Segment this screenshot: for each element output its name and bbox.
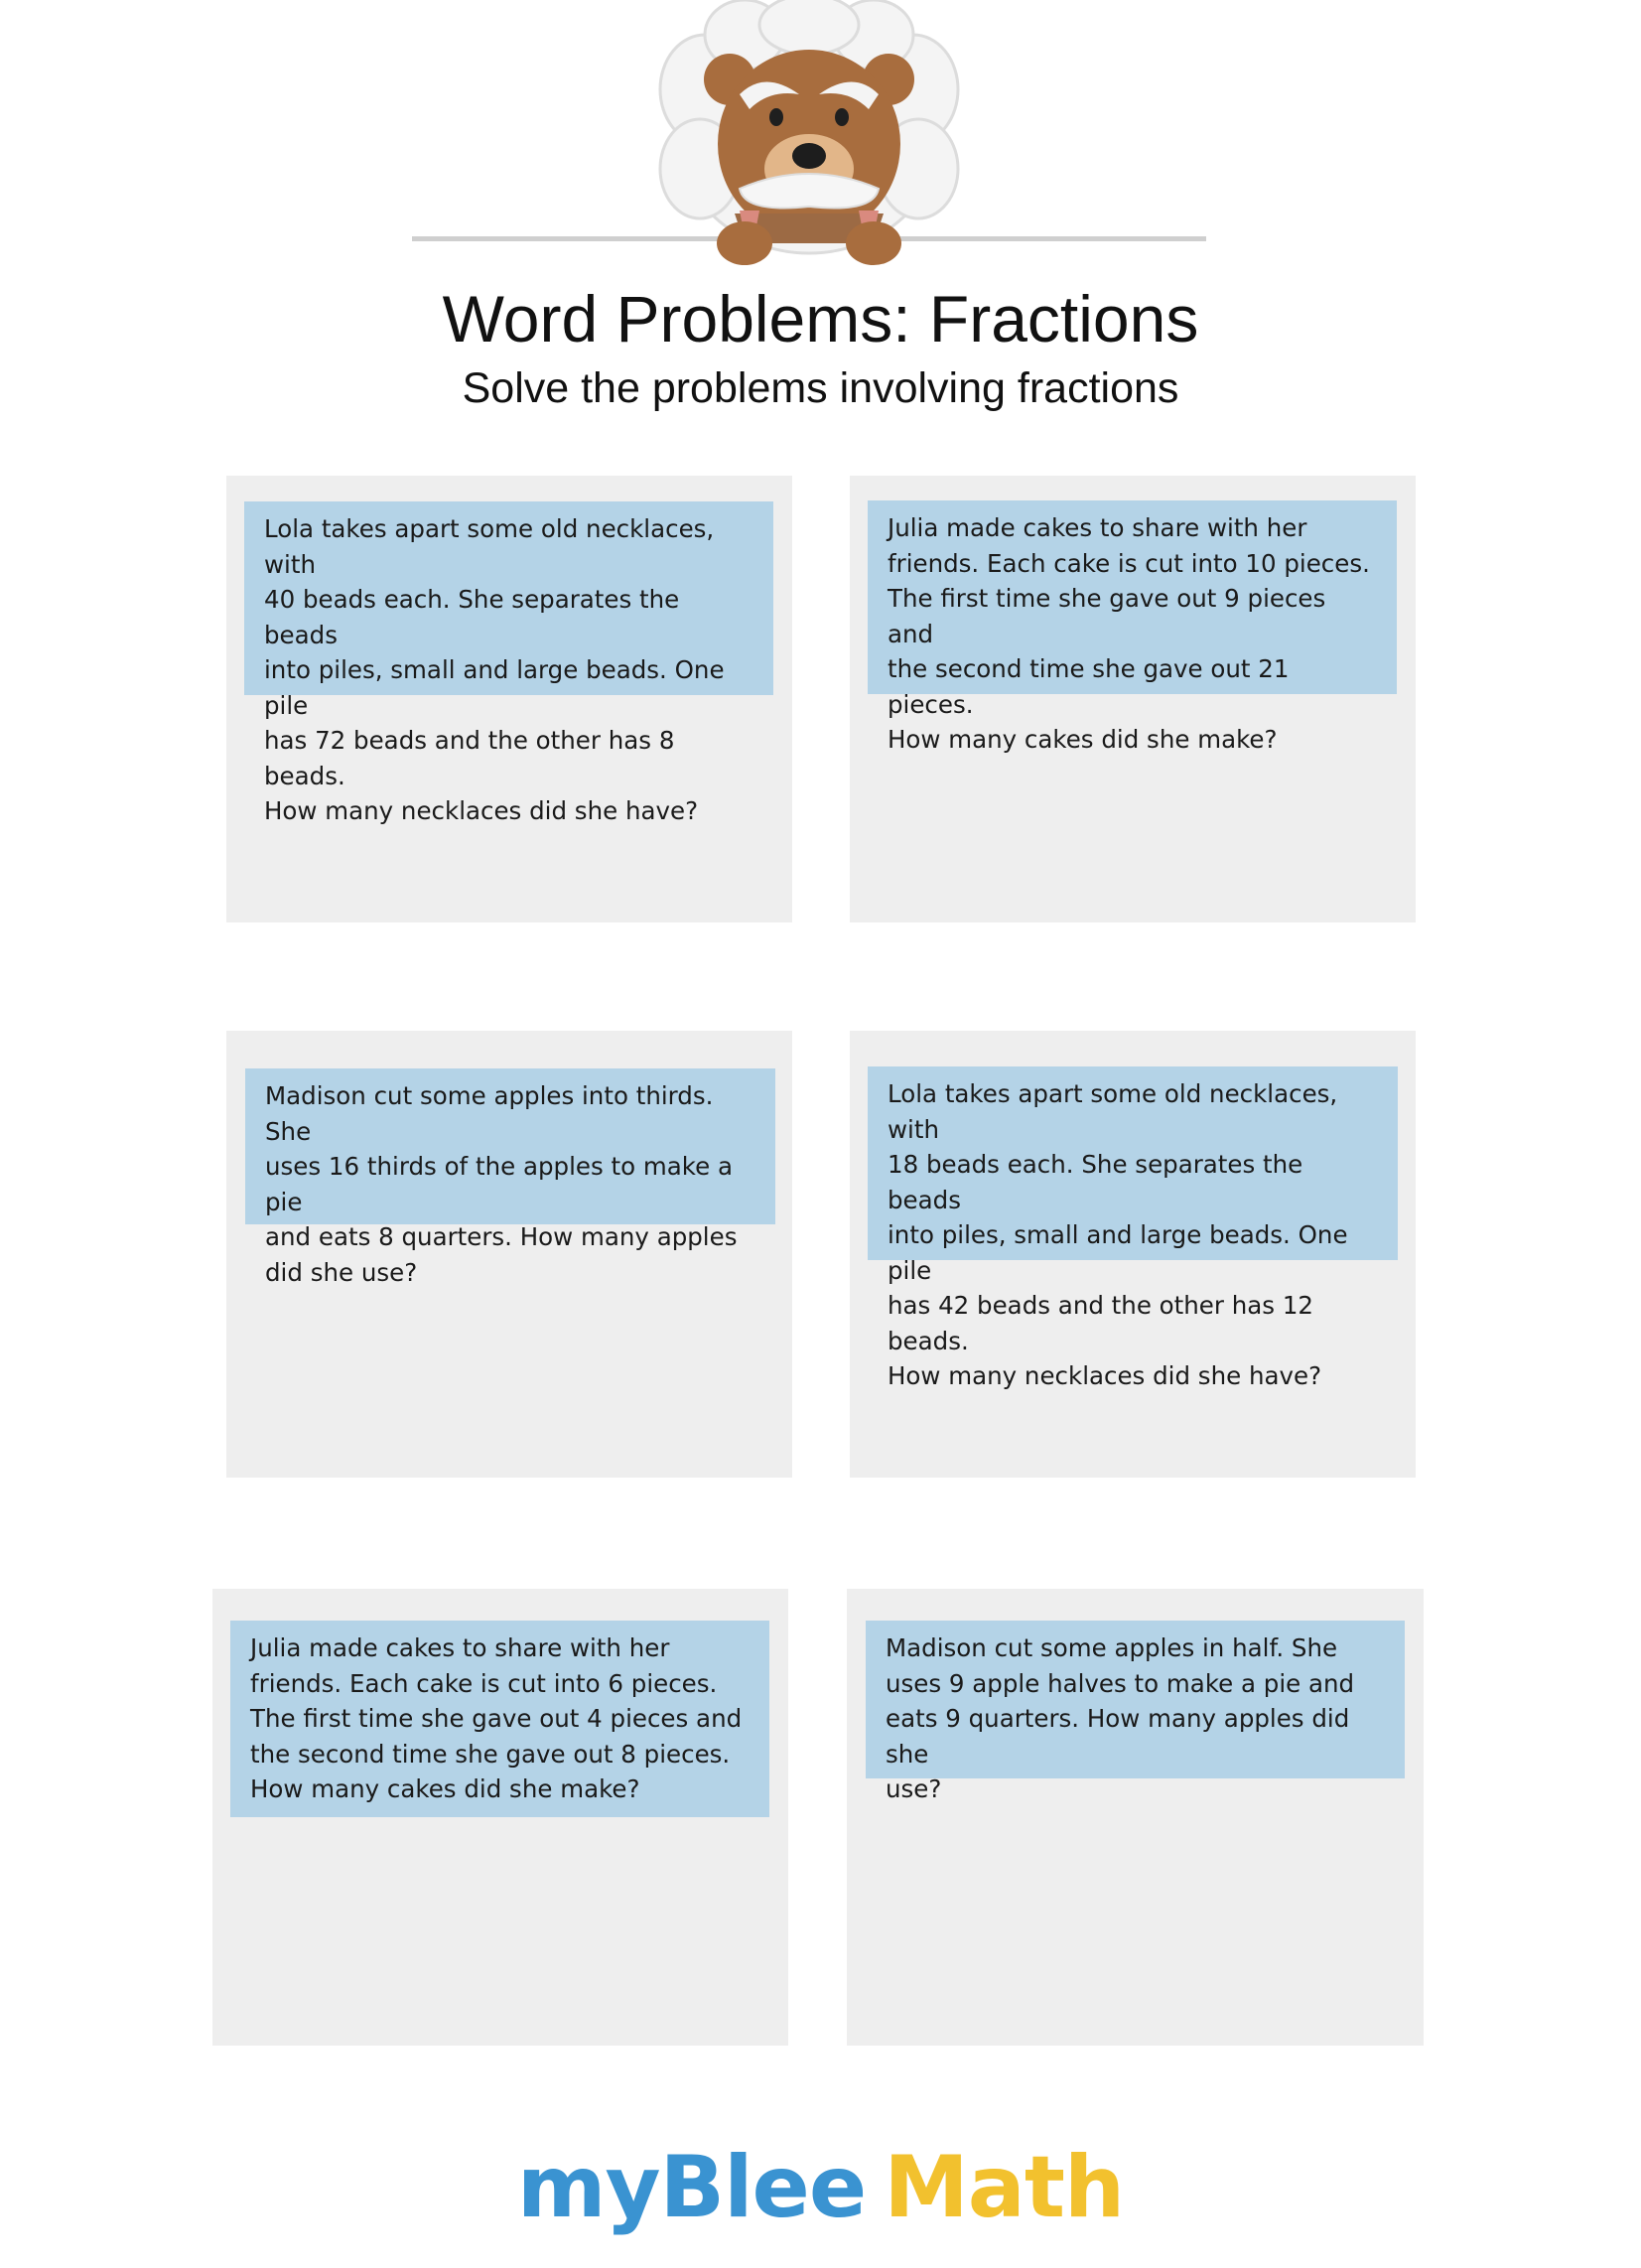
problem-text-6: Madison cut some apples in half. She uses 9 apple halves to make a pie and eats 9 quarters. How many apples did she use?: [866, 1621, 1405, 1778]
page-subtitle: Solve the problems involving fractions: [462, 364, 1179, 412]
problem-text-2: Julia made cakes to share with her friends. Each cake is cut into 10 pieces. The first time she gave out 9 pieces and the second time she gave out 21 pieces. How many cakes did she make?: [868, 500, 1397, 694]
lion-mascot-icon: [407, 0, 1261, 278]
problem-text-4: Lola takes apart some old necklaces, with 18 beads each. She separates the beads into piles, small and large beads. One pile has 42 beads and the other has 12 beads. How many necklaces did she have?: [868, 1066, 1398, 1260]
problem-text-5: Julia made cakes to share with her friends. Each cake is cut into 6 pieces. The first time she gave out 4 pieces and the second time she gave out 8 pieces. How many cakes did she make?: [230, 1621, 769, 1817]
problem-text-3: Madison cut some apples into thirds. She uses 16 thirds of the apples to make a pie and eats 8 quarters. How many apples did she use?: [245, 1068, 775, 1224]
logo-math: Math: [884, 2138, 1125, 2237]
logo-myblee: myBlee: [516, 2138, 867, 2237]
page-title: Word Problems: Fractions: [442, 282, 1199, 355]
myblee-math-logo: [0, 2138, 1641, 2237]
problem-text-1: Lola takes apart some old necklaces, with 40 beads each. She separates the beads into piles, small and large beads. One pile has 72 beads and the other has 8 beads. How many necklaces did she have?: [244, 501, 773, 695]
